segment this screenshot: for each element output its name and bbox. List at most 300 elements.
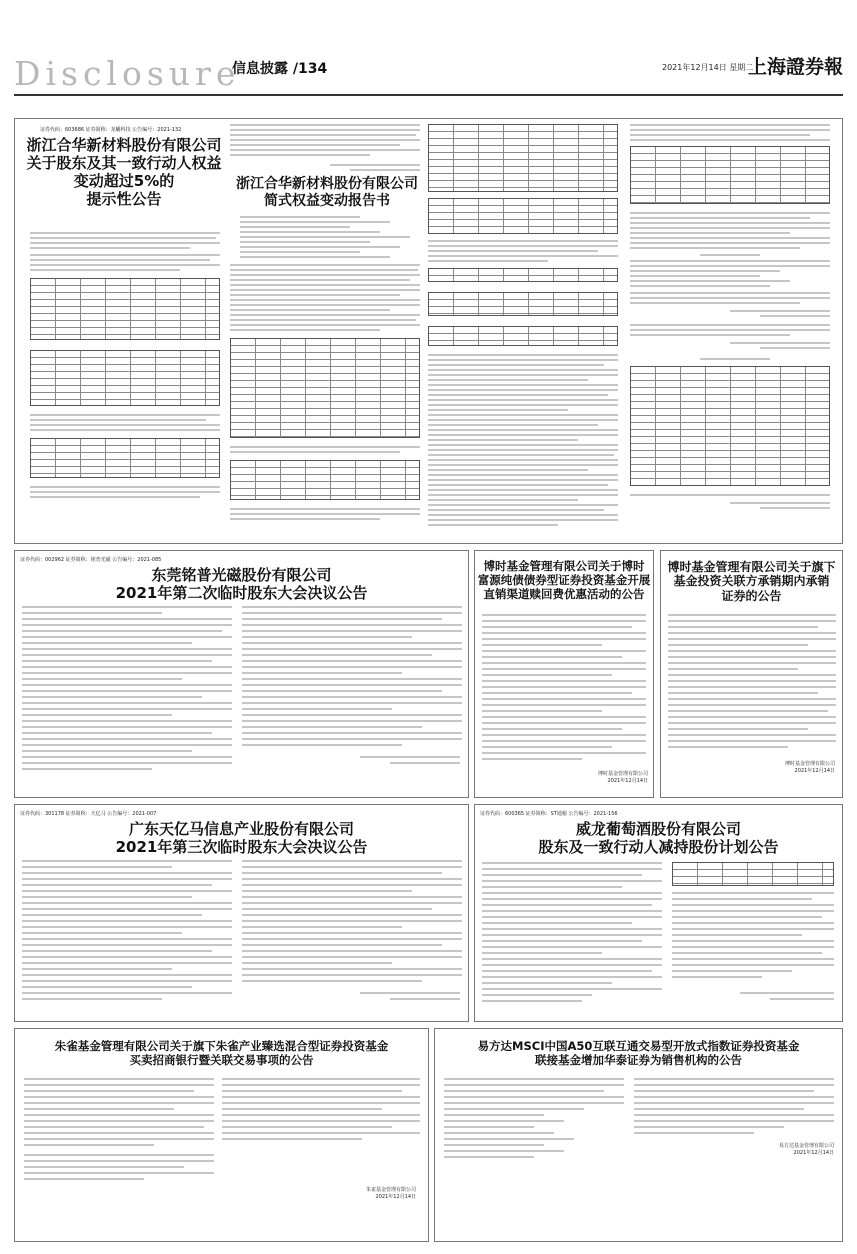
text-line — [242, 612, 462, 614]
text-line — [444, 1078, 624, 1080]
text-line — [668, 620, 836, 622]
text-line — [428, 240, 618, 242]
text-line — [22, 666, 232, 668]
text-line — [630, 280, 790, 282]
text-line — [634, 1114, 834, 1116]
article-6-code-line: 证券代码：301178 证券简称：天亿马 公告编号：2021-007 — [20, 811, 157, 817]
text-line — [30, 491, 220, 493]
text-line — [22, 642, 192, 644]
text-line — [428, 255, 618, 257]
article-1-table — [30, 278, 220, 340]
article-2-table-5 — [428, 268, 618, 282]
text-line — [482, 626, 632, 628]
text-line — [22, 732, 212, 734]
text-line — [668, 650, 836, 652]
text-line — [242, 926, 402, 928]
text-line — [22, 980, 232, 982]
text-line — [668, 740, 836, 742]
text-line — [22, 672, 232, 674]
text-line — [630, 217, 810, 219]
text-line — [242, 974, 462, 976]
text-line — [482, 916, 662, 918]
text-line — [30, 414, 220, 416]
text-line — [242, 708, 392, 710]
text-line — [482, 680, 646, 682]
text-line — [630, 124, 830, 126]
text-line — [428, 399, 618, 401]
text-line — [482, 934, 662, 936]
text-line — [668, 614, 836, 616]
text-line — [22, 606, 232, 608]
text-line — [428, 489, 618, 491]
text-line — [22, 660, 212, 662]
text-line — [428, 474, 618, 476]
text-line — [222, 1114, 420, 1116]
text-line — [444, 1096, 624, 1098]
text-line — [22, 932, 182, 934]
text-line — [30, 264, 220, 266]
text-line — [630, 247, 800, 249]
text-line — [24, 1144, 154, 1146]
text-line — [482, 734, 646, 736]
text-line — [668, 746, 788, 748]
text-line — [230, 149, 420, 151]
text-line — [668, 728, 808, 730]
text-line — [242, 618, 442, 620]
text-line — [22, 612, 162, 614]
text-line — [634, 1126, 784, 1128]
article-2-table — [230, 338, 420, 438]
text-line — [428, 409, 568, 411]
text-line — [444, 1120, 564, 1122]
text-line — [242, 732, 462, 734]
text-line — [760, 507, 830, 509]
text-line — [428, 369, 618, 371]
text-line — [230, 124, 420, 126]
text-line — [22, 750, 192, 752]
text-line — [672, 940, 834, 942]
text-line — [230, 144, 400, 146]
article-1-title: 浙江合华新材料股份有限公司 关于股东及其一致行动人权益 变动超过5%的 提示性公告 — [26, 136, 222, 208]
text-line — [630, 270, 780, 272]
text-line — [630, 212, 830, 214]
text-line — [242, 636, 412, 638]
text-line — [630, 242, 830, 244]
article-8-title: 朱雀基金管理有限公司关于旗下朱雀产业臻选混合型证券投资基金 买卖招商银行暨关联交易事项的公告 — [54, 1039, 389, 1067]
article-9-title: 易方达MSCI中国A50互联互通交易型开放式指数证券投资基金 联接基金增加华泰证券为销售机构的公告 — [477, 1039, 800, 1067]
text-line — [482, 722, 646, 724]
text-line — [428, 359, 618, 361]
masthead — [0, 0, 857, 96]
text-line — [444, 1114, 544, 1116]
text-line — [22, 726, 232, 728]
text-line — [668, 686, 836, 688]
text-line — [482, 988, 662, 990]
article-2-table-9 — [630, 366, 830, 486]
text-line — [634, 1108, 804, 1110]
header-rule — [14, 94, 843, 96]
text-line — [634, 1102, 834, 1104]
text-line — [668, 716, 836, 718]
text-line — [672, 970, 792, 972]
text-line — [428, 384, 618, 386]
text-line — [22, 708, 232, 710]
text-line — [24, 1108, 174, 1110]
text-line — [428, 434, 618, 436]
text-line — [22, 690, 232, 692]
text-line — [242, 962, 392, 964]
text-line — [482, 892, 662, 894]
brand-logo: Disclosure — [14, 54, 241, 93]
text-line — [672, 916, 822, 918]
text-line — [230, 518, 380, 520]
text-line — [30, 254, 220, 256]
text-line — [242, 690, 442, 692]
text-line — [242, 980, 422, 982]
text-line — [22, 762, 232, 764]
text-line — [22, 618, 232, 620]
text-line — [242, 860, 462, 862]
text-line — [482, 728, 622, 730]
text-line — [482, 698, 646, 700]
article-8-footer: 朱雀基金管理有限公司 2021年12月14日 — [365, 1187, 416, 1200]
text-line — [330, 164, 420, 166]
text-line — [230, 264, 420, 266]
text-line — [482, 970, 652, 972]
text-line — [668, 680, 836, 682]
text-line — [22, 926, 232, 928]
text-line — [700, 254, 760, 256]
text-line — [22, 908, 232, 910]
text-line — [428, 364, 604, 366]
text-line — [428, 484, 608, 486]
text-line — [630, 292, 830, 294]
text-line — [668, 722, 836, 724]
text-line — [24, 1078, 214, 1080]
text-line — [428, 509, 604, 511]
text-line — [360, 756, 460, 758]
text-line — [22, 648, 232, 650]
text-line — [24, 1126, 204, 1128]
text-line — [482, 644, 602, 646]
text-line — [634, 1132, 754, 1134]
article-2-table-2 — [230, 460, 420, 500]
text-line — [230, 279, 410, 281]
text-line — [630, 222, 830, 224]
article-6-title: 广东天亿马信息产业股份有限公司 2021年第三次临时股东大会决议公告 — [115, 820, 368, 856]
text-line — [230, 451, 400, 453]
article-5-footer: 博时基金管理有限公司 2021年12月14日 — [784, 761, 835, 774]
text-line — [482, 632, 646, 634]
text-line — [428, 429, 618, 431]
article-7-table — [672, 862, 834, 886]
text-line — [242, 720, 462, 722]
text-line — [22, 878, 232, 880]
text-line — [482, 656, 622, 658]
text-line — [390, 762, 460, 764]
text-line — [30, 419, 206, 421]
text-line — [428, 245, 618, 247]
text-line — [22, 756, 232, 758]
text-line — [242, 914, 462, 916]
article-1-table-2 — [30, 350, 220, 406]
text-line — [444, 1084, 624, 1086]
article-3-title: 东莞铭普光磁股份有限公司 2021年第二次临时股东大会决议公告 — [115, 566, 368, 602]
text-line — [230, 513, 420, 515]
text-line — [222, 1096, 420, 1098]
article-1-code-line: 证券代码：603686 证券简称：龙蟠科技 公告编号：2021-132 — [40, 127, 182, 133]
text-line — [240, 221, 390, 223]
text-line — [242, 920, 462, 922]
text-line — [482, 862, 662, 864]
text-line — [428, 419, 618, 421]
text-line — [24, 1090, 194, 1092]
text-line — [22, 974, 232, 976]
text-line — [230, 129, 420, 131]
text-line — [672, 904, 834, 906]
text-line — [22, 920, 232, 922]
text-line — [482, 752, 646, 754]
text-line — [630, 334, 790, 336]
text-line — [242, 908, 432, 910]
text-line — [444, 1090, 604, 1092]
article-7-code-line: 证券代码：600365 证券简称：ST通葡 公告编号：2021-156 — [480, 811, 618, 817]
text-line — [230, 309, 390, 311]
article-3-code-line: 证券代码：002962 证券简称：铭普光磁 公告编号：2021-085 — [20, 557, 162, 563]
text-line — [482, 758, 582, 760]
text-line — [428, 374, 618, 376]
text-line — [242, 696, 462, 698]
text-line — [240, 236, 410, 238]
text-line — [22, 654, 232, 656]
text-line — [672, 976, 762, 978]
text-line — [242, 884, 462, 886]
text-line — [230, 299, 420, 301]
text-line — [482, 1000, 582, 1002]
text-line — [428, 459, 618, 461]
text-line — [350, 169, 420, 171]
text-line — [242, 878, 462, 880]
text-line — [482, 880, 662, 882]
text-line — [22, 696, 202, 698]
text-line — [428, 414, 618, 416]
text-line — [668, 710, 828, 712]
text-line — [482, 704, 646, 706]
text-line — [242, 956, 462, 958]
text-line — [24, 1096, 214, 1098]
text-line — [630, 494, 830, 496]
text-line — [242, 726, 422, 728]
text-line — [482, 614, 646, 616]
newspaper-name: 上海證券報 — [747, 56, 843, 78]
text-line — [634, 1084, 834, 1086]
text-line — [242, 950, 462, 952]
text-line — [428, 260, 548, 262]
text-line — [24, 1084, 214, 1086]
text-line — [428, 250, 598, 252]
text-line — [428, 519, 618, 521]
text-line — [22, 636, 232, 638]
text-line — [242, 738, 462, 740]
text-line — [222, 1102, 420, 1104]
text-line — [230, 274, 420, 276]
text-line — [242, 684, 462, 686]
text-line — [630, 237, 830, 239]
text-line — [22, 914, 202, 916]
text-line — [482, 710, 602, 712]
text-line — [22, 986, 192, 988]
text-line — [24, 1102, 214, 1104]
text-line — [672, 946, 834, 948]
text-line — [672, 964, 834, 966]
text-line — [240, 231, 380, 233]
text-line — [22, 896, 192, 898]
text-line — [482, 716, 646, 718]
text-line — [444, 1132, 554, 1134]
text-line — [242, 872, 442, 874]
text-line — [242, 932, 462, 934]
text-line — [428, 479, 618, 481]
text-line — [22, 744, 232, 746]
text-line — [30, 247, 190, 249]
article-2-table-4 — [428, 198, 618, 234]
text-line — [482, 874, 642, 876]
text-line — [22, 902, 232, 904]
text-line — [242, 744, 402, 746]
text-line — [30, 237, 216, 239]
text-line — [630, 265, 830, 267]
text-line — [230, 154, 370, 156]
text-line — [30, 496, 200, 498]
text-line — [428, 439, 578, 441]
text-line — [22, 684, 232, 686]
text-line — [482, 686, 646, 688]
text-line — [242, 968, 462, 970]
text-line — [230, 304, 420, 306]
text-line — [482, 976, 662, 978]
text-line — [22, 956, 232, 958]
text-line — [482, 886, 622, 888]
text-line — [770, 998, 834, 1000]
text-line — [482, 904, 652, 906]
text-line — [482, 946, 662, 948]
text-line — [730, 342, 830, 344]
text-line — [222, 1120, 420, 1122]
text-line — [24, 1120, 214, 1122]
text-line — [630, 324, 830, 326]
article-2-title: 浙江合华新材料股份有限公司 简式权益变动报告书 — [236, 176, 418, 209]
text-line — [668, 632, 836, 634]
text-line — [740, 992, 834, 994]
text-line — [30, 242, 220, 244]
article-5-title: 博时基金管理有限公司关于旗下 基金投资关联方承销期内承销 证券的公告 — [667, 560, 836, 603]
text-line — [672, 892, 834, 894]
text-line — [22, 678, 182, 680]
text-line — [230, 319, 416, 321]
text-line — [242, 666, 462, 668]
text-line — [24, 1138, 214, 1140]
text-line — [22, 714, 172, 716]
text-line — [230, 324, 420, 326]
text-line — [22, 630, 222, 632]
text-line — [428, 464, 618, 466]
text-line — [222, 1108, 382, 1110]
text-line — [668, 734, 836, 736]
text-line — [242, 702, 462, 704]
text-line — [672, 934, 802, 936]
text-line — [242, 938, 462, 940]
article-2-table-3 — [428, 124, 618, 192]
text-line — [30, 259, 210, 261]
text-line — [668, 692, 818, 694]
text-line — [428, 389, 618, 391]
text-line — [668, 668, 798, 670]
text-line — [242, 624, 462, 626]
text-line — [630, 302, 800, 304]
text-line — [242, 678, 462, 680]
text-line — [428, 514, 618, 516]
text-line — [240, 241, 370, 243]
text-line — [22, 866, 172, 868]
text-line — [242, 648, 462, 650]
text-line — [482, 662, 646, 664]
text-line — [22, 624, 232, 626]
text-line — [668, 698, 836, 700]
text-line — [22, 720, 232, 722]
article-1-table-3 — [30, 438, 220, 478]
text-line — [482, 922, 632, 924]
text-line — [482, 868, 662, 870]
text-line — [240, 256, 390, 258]
text-line — [630, 329, 830, 331]
text-line — [672, 910, 834, 912]
text-line — [630, 297, 830, 299]
article-4-title: 博时基金管理有限公司关于博时 富源纯债债券型证券投资基金开展 直销渠道赎回费优惠活动的公告 — [477, 559, 651, 601]
text-line — [222, 1126, 392, 1128]
text-line — [630, 227, 830, 229]
text-line — [672, 928, 834, 930]
text-line — [482, 964, 662, 966]
text-line — [22, 950, 212, 952]
text-line — [760, 347, 830, 349]
text-line — [240, 226, 350, 228]
text-line — [428, 404, 618, 406]
text-line — [222, 1138, 362, 1140]
text-line — [428, 379, 588, 381]
text-line — [428, 469, 588, 471]
text-line — [730, 502, 830, 504]
text-line — [634, 1120, 834, 1122]
article-4-footer: 博时基金管理有限公司 2021年12月14日 — [597, 771, 648, 784]
text-line — [630, 285, 770, 287]
text-line — [242, 890, 412, 892]
text-line — [230, 134, 416, 136]
text-line — [668, 626, 818, 628]
text-line — [634, 1090, 814, 1092]
text-line — [428, 494, 618, 496]
text-line — [22, 860, 232, 862]
text-line — [428, 504, 618, 506]
text-line — [242, 642, 462, 644]
text-line — [240, 251, 360, 253]
text-line — [668, 662, 836, 664]
text-line — [30, 424, 220, 426]
text-line — [242, 654, 432, 656]
text-line — [230, 139, 420, 141]
text-line — [482, 928, 662, 930]
text-line — [668, 638, 836, 640]
text-line — [444, 1138, 574, 1140]
